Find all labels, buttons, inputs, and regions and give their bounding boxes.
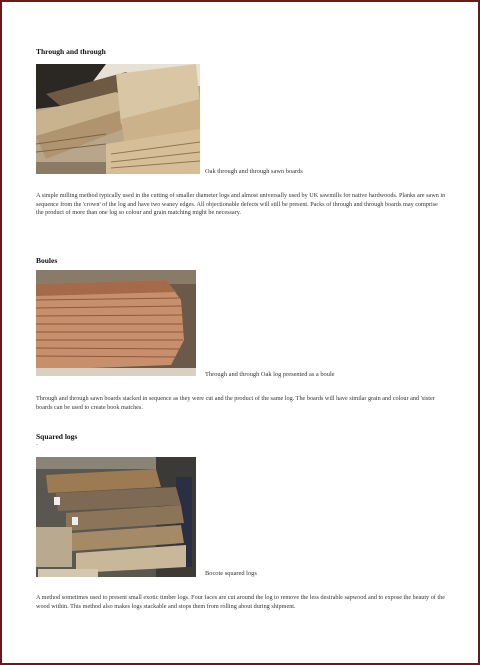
image-caption: Bocote squared logs (205, 570, 257, 577)
section-heading-squared-logs: Squared logs (36, 432, 78, 441)
image-caption: Through and through Oak log presented as a boule (205, 371, 335, 378)
section-paragraph: A simple milling method typically used in the cutting of smaller diameter logs and almost universally used by UK sawmills for native hardwoods. Planks are sawn in sequence from the 'crown' of the log and have two waney edges. All objectionable defects will still be present. Packs of through and through boards may comprise the product of more than one log so colour and grain matching might be necessary. (36, 192, 446, 217)
through-and-through-boards-image (36, 64, 200, 174)
squared-logs-image (36, 457, 196, 577)
list-marker: - (36, 442, 38, 448)
image-caption: Oak through and through sawn boards (205, 168, 303, 175)
section-paragraph: A method sometimes used to present small exotic timber logs. Four faces are cut around the log to remove the less desirable sapwood and to expose the beauty of the wood within. This method also makes logs stackable and stops them from rolling about during shipment. (36, 594, 445, 610)
oak-boule-image (36, 270, 196, 376)
section-paragraph: Through and through sawn boards stacked in sequence as they were cut and the product of the same log. The boards will have similar grain and colour and 'sister boards can be used to create book matches. (36, 395, 435, 411)
section-heading-through-and-through: Through and through (36, 47, 106, 56)
section-heading-boules: Boules (36, 256, 58, 265)
